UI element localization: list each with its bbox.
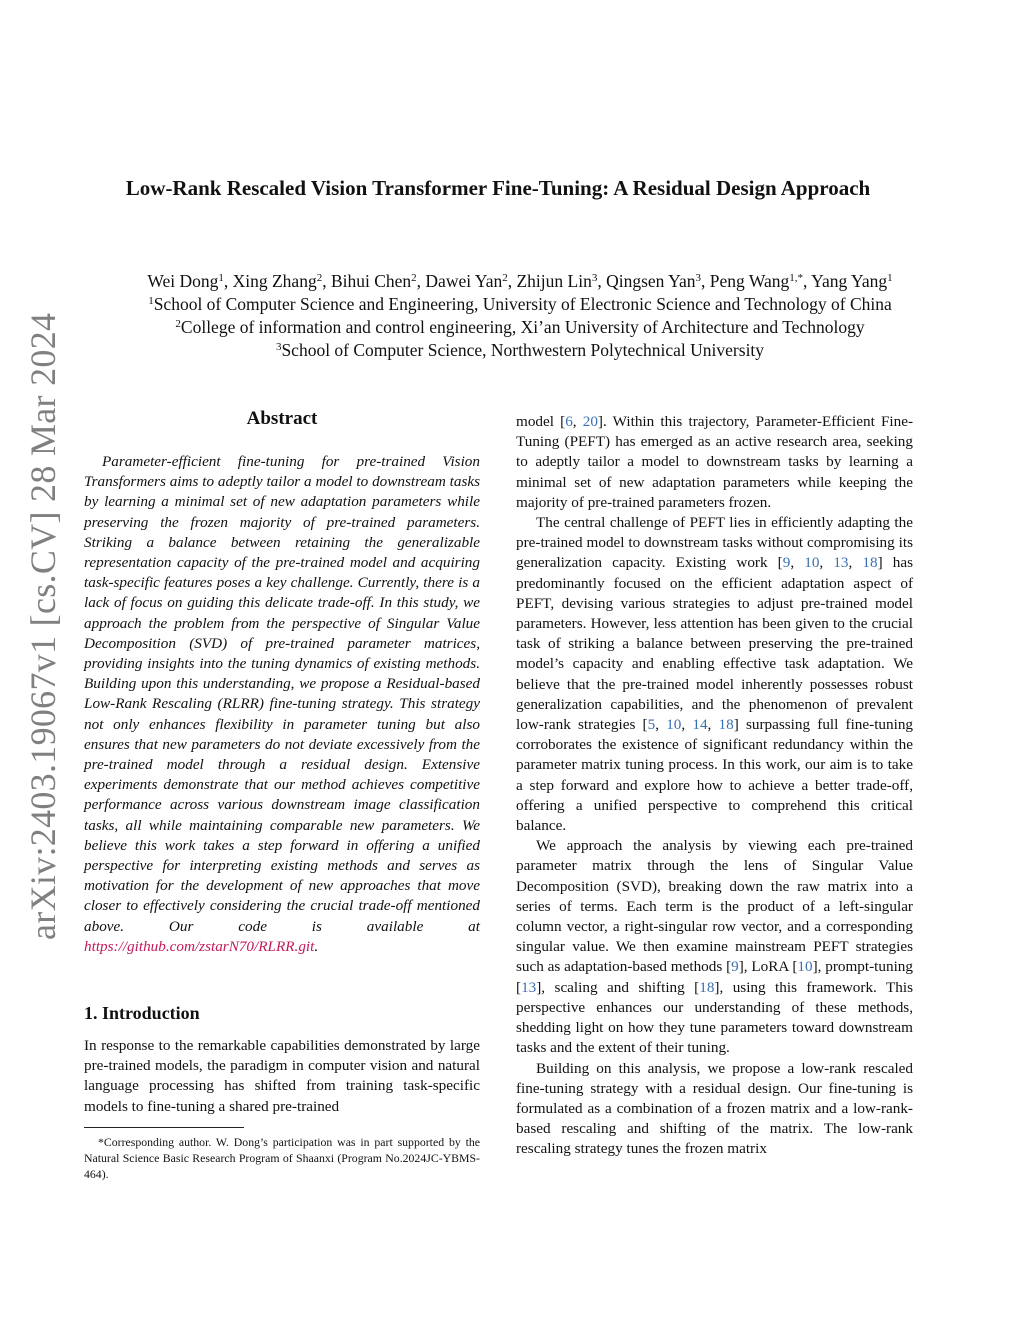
author-affiliation-mark: 1 <box>218 272 224 284</box>
paragraph-text: , <box>790 554 805 572</box>
citation-link[interactable]: 10 <box>797 958 813 976</box>
intro-paragraph-proposal <box>516 1059 913 1160</box>
citation-link[interactable]: 18 <box>699 978 715 996</box>
paragraph-text: model [ <box>516 413 566 430</box>
author-name: Wei Dong <box>147 271 219 291</box>
author-name: Peng Wang <box>709 271 790 291</box>
citation-link[interactable]: 13 <box>521 978 537 996</box>
paragraph-text: , <box>707 716 719 734</box>
citation-link[interactable]: 10 <box>804 554 820 572</box>
author-separator: , <box>597 271 607 291</box>
author-affiliation-mark: 1,* <box>789 272 803 284</box>
author-affiliation-mark: 3 <box>695 272 702 284</box>
affiliation-text: School of Computer Science, Northwestern Polytechnical University <box>281 340 765 360</box>
affiliation <box>80 339 960 362</box>
author-affiliation-mark: 1 <box>887 272 893 284</box>
citation-link[interactable]: 18 <box>862 554 878 572</box>
intro-paragraph-peft-challenge <box>516 513 913 836</box>
citation-link[interactable]: 20 <box>582 413 598 430</box>
affiliation-text: School of Computer Science and Engineering, University of Electronic Science and Technology of China <box>153 294 892 314</box>
paragraph-text: , <box>681 716 693 734</box>
citation-link[interactable]: 18 <box>718 716 734 734</box>
author-name: Zhijun Lin <box>516 271 592 291</box>
affiliation-text: College of information and control engineering, Xi’an University of Architecture and Technology <box>180 317 865 337</box>
abstract-link-suffix: . <box>314 937 319 955</box>
citation-link[interactable]: 9 <box>731 958 739 976</box>
affiliation-list <box>80 293 960 362</box>
paragraph-text: ], scaling and shifting [ <box>536 978 700 996</box>
author-name: Dawei Yan <box>425 271 503 291</box>
affiliation <box>80 316 960 339</box>
author-affiliation-mark: 2 <box>411 272 417 284</box>
citation-link[interactable]: 6 <box>565 413 573 430</box>
paragraph-text: ] surpassing full fine-tuning corroborates the existence of significant redundancy within the parameter matrix tuning process. In this work, our aim is to take a step forward and explore how to achieve a better trade-off, offering a unified perspective to comprehend this critical balance. <box>516 716 914 835</box>
abstract-heading: Abstract <box>246 408 318 429</box>
paragraph-text: , <box>655 716 667 734</box>
paragraph-text: The central challenge of PEFT lies in efficiently adapting the pre-trained model to downstream tasks without compromising its generalization capacity. Existing work [ <box>516 514 913 572</box>
author-name: Bihui Chen <box>330 271 412 291</box>
author-name: Xing Zhang <box>232 271 317 291</box>
affiliation <box>80 293 960 316</box>
citation-link[interactable]: 9 <box>782 554 791 572</box>
author-list <box>80 270 960 293</box>
paragraph-text: ] has predominantly focused on the efficient adaptation aspect of PEFT, devising various strategies to adjust pre-trained model parameters. However, less attention has been given to the crucial task of striking a balance between preserving the pre-trained model’s capacity and enabling effective task adaptation. We believe that the pre-trained model inherently possesses robust generalization capabilities, and the phenomenon of prevalent low-rank strategies [ <box>516 554 914 734</box>
author-affiliation-mark: 2 <box>502 272 508 284</box>
section-heading-introduction: 1. Introduction <box>84 1003 200 1024</box>
arxiv-identifier: arXiv:2403.19067v1 [cs.CV] 28 Mar 2024 <box>23 312 63 940</box>
paragraph-text: , <box>819 554 834 572</box>
affiliation-mark: 1 <box>148 295 154 307</box>
author-separator: , <box>507 271 517 291</box>
right-column <box>516 412 913 1160</box>
affiliation-mark: 2 <box>175 318 181 330</box>
citation-link[interactable]: 13 <box>833 554 849 572</box>
intro-paragraph-svd-analysis <box>516 836 913 1058</box>
footnote-divider <box>84 1127 244 1128</box>
author-name: Qingsen Yan <box>606 271 696 291</box>
author-affiliation-mark: 2 <box>316 272 323 284</box>
paragraph-text: ], prompt-tuning [ <box>516 958 913 996</box>
intro-paragraph-continued <box>516 412 913 513</box>
paragraph-text: , <box>572 413 583 430</box>
citation-link[interactable]: 10 <box>666 716 682 734</box>
affiliation-mark: 3 <box>275 341 282 353</box>
abstract-body <box>84 452 480 957</box>
citation-link[interactable]: 5 <box>647 716 656 734</box>
paper-title: Low-Rank Rescaled Vision Transformer Fine-Tuning: A Residual Design Approach <box>125 176 871 200</box>
author-affiliation-mark: 3 <box>591 272 598 284</box>
paragraph-text: ], LoRA [ <box>738 958 798 976</box>
citation-link[interactable]: 14 <box>692 716 708 734</box>
author-separator: , <box>322 271 331 291</box>
paragraph-text: , <box>848 554 863 572</box>
abstract-text: Parameter-efficient fine-tuning for pre-trained Vision Transformers aims to adeptly tailor a model to downstream tasks by learning a minimal set of new adaptation parameters while preserving the frozen majority of pre-trained parameters. Striking a balance between retaining the generalizable representation capacity of the pre-trained model and acquiring task-specific features poses a key challenge. Currently, there is a lack of focus on guiding this delicate trade-off. In this study, we approach the problem from the perspective of Singular Value Decomposition (SVD) of pre-trained parameter matrices, providing insights into the tuning dynamics of existing methods. Building upon this understanding, we propose a Residual-based Low-Rank Rescaling (RLRR) fine-tuning strategy. This strategy not only enhances flexibility in parameter tuning but also ensures that new parameters do not deviate excessively from the pre-trained model through a residual design. Extensive experiments demonstrate that our method achieves competitive performance across various downstream image classification tasks, all while maintaining comparable new parameters. We believe this work takes a step forward in offering a unified perspective for interpreting existing methods and serves as motivation for the development of new approaches that move closer to effectively considering the crucial trade-off mentioned above. Our code is available at <box>84 453 480 935</box>
author-separator: , <box>701 271 710 291</box>
left-column <box>84 408 480 1182</box>
intro-paragraph: In response to the remarkable capabilities demonstrated by large pre-trained models, the paradigm in computer vision and natural language processing has shifted from training task-specific models to fine-tuning a shared pre-trained <box>84 1037 480 1115</box>
author-separator: , <box>223 271 233 291</box>
author-name: Yang Yang <box>811 271 888 291</box>
paragraph-text: ]. Within this trajectory, Parameter-Efficient Fine-Tuning (PEFT) has emerged as an active research area, seeking to adeptly tailor a model to downstream tasks by learning a minimal set of new adaptation parameters while keeping the majority of pre-trained parameters frozen. <box>516 413 914 511</box>
paragraph-text: Building on this analysis, we propose a low-rank rescaled fine-tuning strategy with a residual design. Our fine-tuning is formulated as a combination of a frozen matrix and a low-rank-based rescaling and shifting of the matrix. The low-rank rescaling strategy tunes the frozen matrix <box>516 1059 913 1158</box>
author-block <box>80 270 960 362</box>
paragraph-text: ], using this framework. This perspective enhances our understanding of these methods, shedding light on how they tune parameters toward downstream tasks and the extent of their tuning. <box>516 978 913 1057</box>
code-link[interactable]: https://github.com/zstarN70/RLRR.git <box>84 937 315 955</box>
author-separator: , <box>803 271 812 291</box>
author-separator: , <box>416 271 426 291</box>
paragraph-text: We approach the analysis by viewing each pre-trained parameter matrix through the lens of Singular Value Decomposition (SVD), breaking down the raw matrix into a series of terms. Each term is the product of a left-singular column vector, a right-singular row vector, and a corresponding singular value. We then examine mainstream PEFT strategies such as adaptation-based methods [ <box>516 837 913 976</box>
footnote: *Corresponding author. W. Dong’s participation was in part supported by the Natural Science Basic Research Program of Shaanxi (Program No.2024JC-YBMS-464). <box>84 1134 480 1181</box>
